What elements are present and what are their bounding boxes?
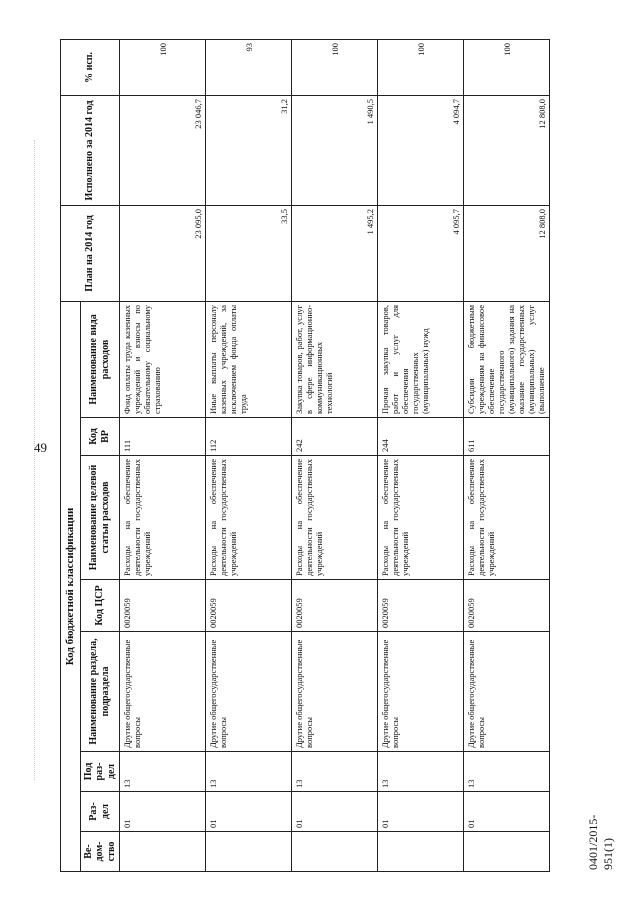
plan-cell: 1 495,2 xyxy=(292,205,378,301)
exec-cell: 23 046,7 xyxy=(120,95,206,205)
csr-name-cell: Расходы на обеспечение деятельности государственных учреждений xyxy=(464,456,550,580)
rotated-table-container xyxy=(60,40,580,872)
vr-cell: 242 xyxy=(292,418,378,456)
exec-cell: 31,2 xyxy=(206,95,292,205)
vedomstvo-cell xyxy=(378,832,464,872)
budget-table xyxy=(60,39,550,872)
podrazdel-cell: 13 xyxy=(378,752,464,792)
podrazdel-header: Под раз-дел xyxy=(80,752,120,792)
vr-name-cell: Иные выплаты персоналу казенных учреждений, за исключением фонда оплаты труда xyxy=(206,301,292,417)
csr-cell: 0020059 xyxy=(292,580,378,632)
podrazdel-cell: 13 xyxy=(120,752,206,792)
vr-cell: 111 xyxy=(120,418,206,456)
razdel-name-cell: Другие общегосударственные вопросы xyxy=(206,632,292,752)
csr-name-cell: Расходы на обеспечение деятельности государственных учреждений xyxy=(292,456,378,580)
csr-cell: 0020059 xyxy=(464,580,550,632)
pct-cell: 100 xyxy=(120,39,206,95)
podrazdel-cell: 13 xyxy=(464,752,550,792)
plan-header: План на 2014 год xyxy=(61,205,120,301)
podrazdel-cell: 13 xyxy=(206,752,292,792)
pct-cell: 100 xyxy=(464,39,550,95)
exec-cell: 4 094,7 xyxy=(378,95,464,205)
exec-cell: 1 490,5 xyxy=(292,95,378,205)
csr-name-cell: Расходы на обеспечение деятельности государственных учреждений xyxy=(378,456,464,580)
razdel-name-cell: Другие общегосударственные вопросы xyxy=(292,632,378,752)
vedomstvo-cell xyxy=(464,832,550,872)
vedomstvo-cell xyxy=(292,832,378,872)
plan-cell: 4 095,7 xyxy=(378,205,464,301)
csr-name-cell: Расходы на обеспечение деятельности государственных учреждений xyxy=(206,456,292,580)
podrazdel-cell: 13 xyxy=(292,752,378,792)
plan-cell: 33,5 xyxy=(206,205,292,301)
csr-cell: 0020059 xyxy=(378,580,464,632)
razdel-cell: 01 xyxy=(378,792,464,832)
razdel-cell: 01 xyxy=(464,792,550,832)
razdel-name-cell: Другие общегосударственные вопросы xyxy=(120,632,206,752)
vr-name-header: Наименование вида расходов xyxy=(80,301,120,417)
plan-cell: 23 095,0 xyxy=(120,205,206,301)
razdel-cell: 01 xyxy=(292,792,378,832)
table-row xyxy=(206,39,292,871)
razdel-name-cell: Другие общегосударственные вопросы xyxy=(378,632,464,752)
exec-cell: 12 808,0 xyxy=(464,95,550,205)
vedomstvo-header: Ве-дом-ство xyxy=(80,832,120,872)
table-row xyxy=(464,39,550,871)
document-code: 0401/2015-951(1) xyxy=(586,814,615,870)
vr-cell: 244 xyxy=(378,418,464,456)
vr-name-cell: Прочая закупка товаров, работ и услуг для обеспечения государственных (муниципальных) нужд xyxy=(378,301,464,417)
vr-name-cell: Субсидии бюджетным учреждениям на финансовое обеспечение государственного (муниципального) задания на оказание государственных (муниципальных) услуг (выполнение xyxy=(464,301,550,417)
vr-cell: 112 xyxy=(206,418,292,456)
csr-header: Код ЦСР xyxy=(80,580,120,632)
razdel-name-header: Наименование раздела, подраздела xyxy=(80,632,120,752)
table-row xyxy=(292,39,378,871)
exec-header: Исполнено за 2014 год xyxy=(61,95,120,205)
table-row xyxy=(120,39,206,871)
vr-cell: 611 xyxy=(464,418,550,456)
csr-cell: 0020059 xyxy=(206,580,292,632)
rotated-table-wrapper xyxy=(60,40,580,872)
scan-margin-artifact xyxy=(34,140,43,780)
pct-cell: 100 xyxy=(378,39,464,95)
razdel-name-cell: Другие общегосударственные вопросы xyxy=(464,632,550,752)
csr-name-cell: Расходы на обеспечение деятельности государственных учреждений xyxy=(120,456,206,580)
pct-cell: 100 xyxy=(292,39,378,95)
budget-classification-header: Код бюджетной классификации xyxy=(61,301,81,871)
csr-name-header: Наименование целевой статьи расходов xyxy=(80,456,120,580)
plan-cell: 12 808,0 xyxy=(464,205,550,301)
razdel-header: Раз-дел xyxy=(80,792,120,832)
razdel-cell: 01 xyxy=(206,792,292,832)
vr-name-cell: Закупка товаров, работ, услуг в сфере информационно-коммуникационных технологий xyxy=(292,301,378,417)
razdel-cell: 01 xyxy=(120,792,206,832)
table-row xyxy=(378,39,464,871)
pct-cell: 93 xyxy=(206,39,292,95)
vedomstvo-cell xyxy=(120,832,206,872)
vr-name-cell: Фонд оплаты труда казенных учреждений и взносы по обязательному социальному страхованию xyxy=(120,301,206,417)
csr-cell: 0020059 xyxy=(120,580,206,632)
vr-header: Код ВР xyxy=(80,418,120,456)
page-number: 49 xyxy=(34,440,47,455)
vedomstvo-cell xyxy=(206,832,292,872)
pct-header: % исп. xyxy=(61,39,120,95)
header-group-row xyxy=(61,39,81,871)
